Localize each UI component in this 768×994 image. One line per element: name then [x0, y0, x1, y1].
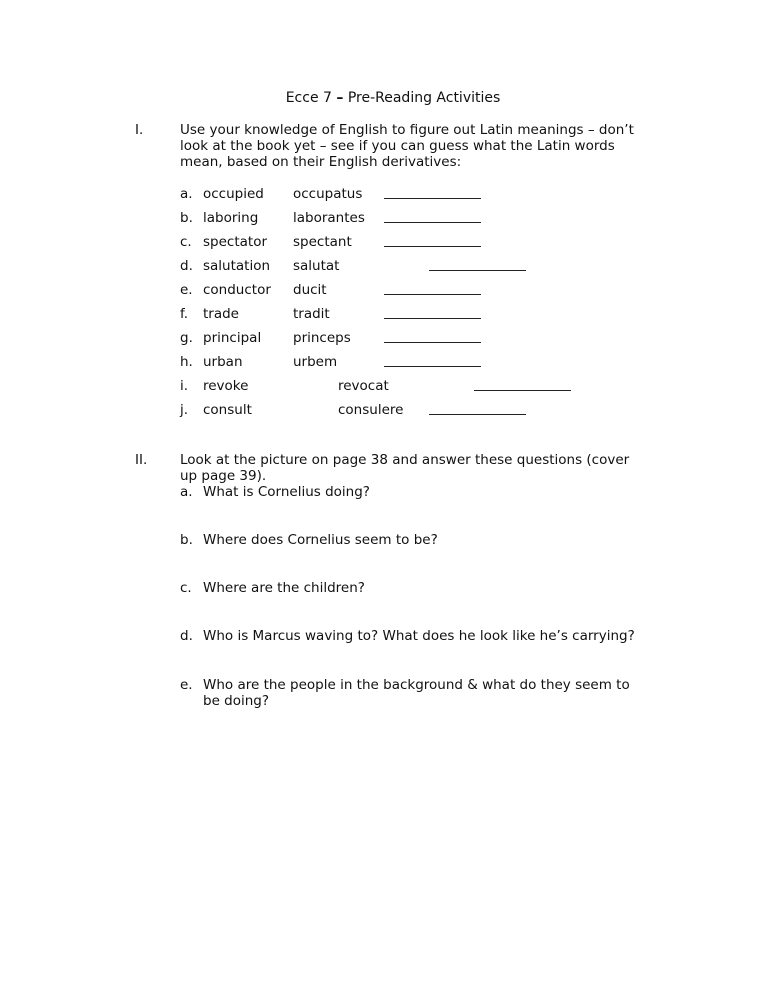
question-item: [180, 677, 660, 709]
question-text: Who is Marcus waving to? What does he look like he’s carrying?: [203, 628, 635, 644]
vocab-english: urban: [203, 354, 243, 370]
vocab-english: occupied: [203, 186, 264, 202]
question-letter: e.: [180, 677, 193, 693]
question-text: Where are the children?: [203, 580, 365, 596]
vocab-letter: f.: [180, 306, 189, 322]
question-item: [180, 484, 660, 500]
question-item: [180, 532, 660, 548]
answer-blank[interactable]: [429, 414, 526, 415]
title-suffix: Pre-Reading Activities: [343, 90, 501, 106]
answer-blank[interactable]: [384, 294, 481, 295]
question-text: What is Cornelius doing?: [203, 484, 370, 500]
vocab-english: spectator: [203, 234, 267, 250]
page-title: [0, 89, 768, 107]
vocab-latin: tradit: [293, 306, 330, 322]
vocab-letter: b.: [180, 210, 193, 226]
vocab-letter: i.: [180, 378, 189, 394]
section-2-instructions: Look at the picture on page 38 and answer these questions (cover up page 39).: [180, 452, 630, 484]
vocab-english: consult: [203, 402, 252, 418]
question-text: Who are the people in the background & what do they seem to be doing?: [203, 677, 630, 709]
question-text: Where does Cornelius seem to be?: [203, 532, 438, 548]
title-dash: –: [336, 90, 344, 106]
vocab-latin: occupatus: [293, 186, 363, 202]
vocab-latin: revocat: [338, 378, 389, 394]
question-letter: d.: [180, 628, 193, 644]
vocab-letter: e.: [180, 282, 193, 298]
section-2-number: II.: [135, 452, 148, 468]
vocab-letter: d.: [180, 258, 193, 274]
section-1-number: I.: [135, 122, 144, 138]
vocab-english: laboring: [203, 210, 259, 226]
title-prefix: Ecce 7: [285, 90, 337, 106]
answer-blank[interactable]: [384, 198, 481, 199]
answer-blank[interactable]: [384, 222, 481, 223]
vocab-latin: laborantes: [293, 210, 365, 226]
vocab-letter: h.: [180, 354, 193, 370]
vocab-latin: salutat: [293, 258, 340, 274]
question-letter: c.: [180, 580, 192, 596]
answer-blank[interactable]: [384, 366, 481, 367]
question-letter: a.: [180, 484, 193, 500]
section-1-instructions: Use your knowledge of English to figure out Latin meanings – don’t look at the book yet – see if you can guess what the Latin words mean, based on their English derivatives:: [180, 122, 634, 170]
vocab-latin: ducit: [293, 282, 327, 298]
question-item: [180, 628, 660, 644]
vocab-letter: j.: [180, 402, 189, 418]
vocab-english: trade: [203, 306, 239, 322]
question-item: [180, 580, 660, 596]
vocab-english: principal: [203, 330, 262, 346]
vocab-latin: spectant: [293, 234, 352, 250]
vocab-latin: consulere: [338, 402, 404, 418]
answer-blank[interactable]: [474, 390, 571, 391]
answer-blank[interactable]: [384, 246, 481, 247]
vocab-letter: c.: [180, 234, 192, 250]
vocab-english: revoke: [203, 378, 249, 394]
vocab-letter: g.: [180, 330, 193, 346]
answer-blank[interactable]: [384, 342, 481, 343]
vocab-english: salutation: [203, 258, 271, 274]
question-letter: b.: [180, 532, 193, 548]
vocab-latin: princeps: [293, 330, 351, 346]
answer-blank[interactable]: [384, 318, 481, 319]
vocab-latin: urbem: [293, 354, 338, 370]
vocab-letter: a.: [180, 186, 193, 202]
answer-blank[interactable]: [429, 270, 526, 271]
vocab-english: conductor: [203, 282, 271, 298]
